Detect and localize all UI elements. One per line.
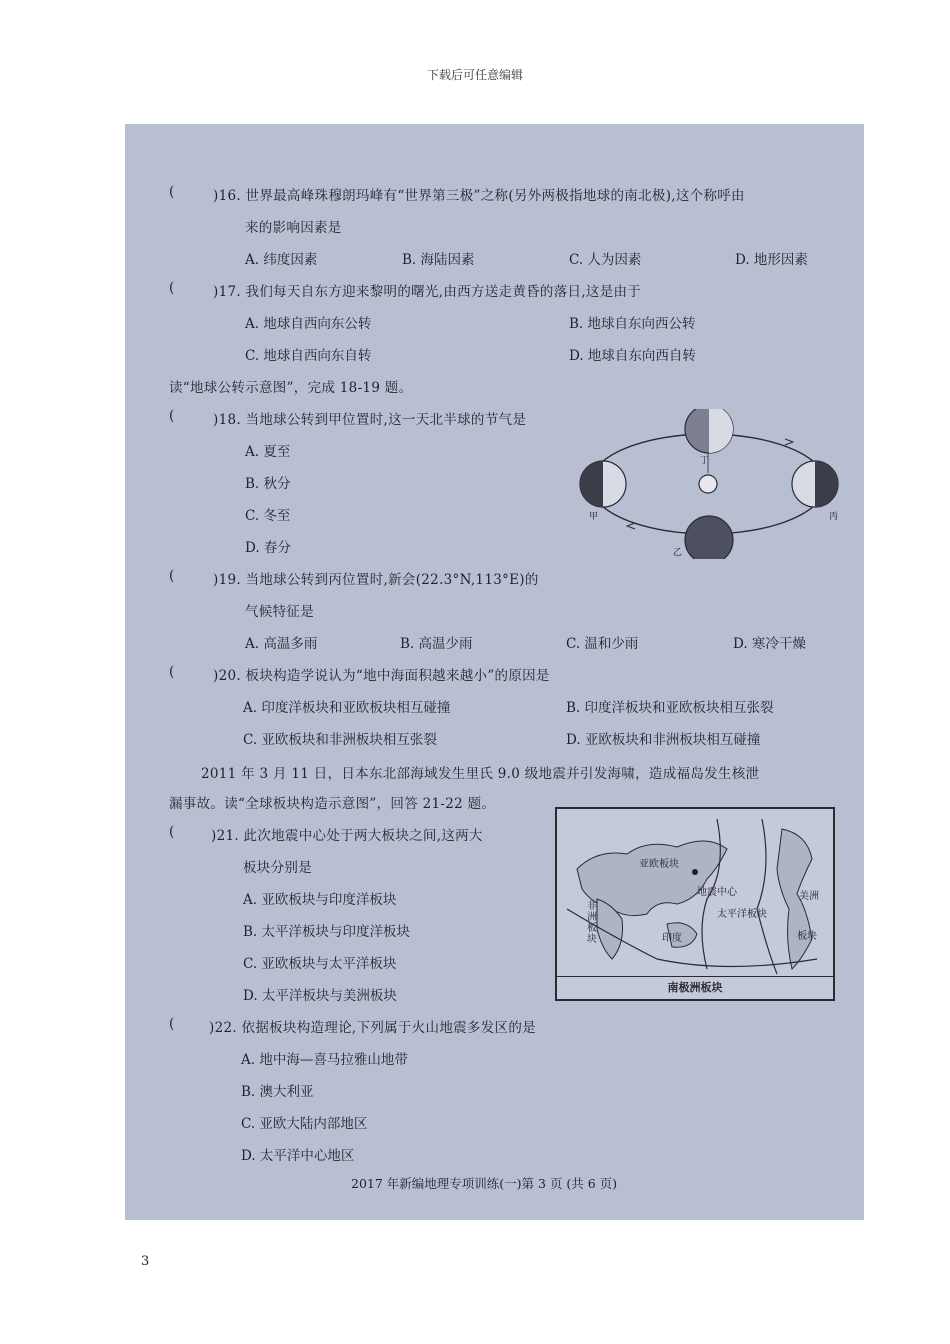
map-label-pacific-plate: 太平洋板块: [717, 909, 767, 920]
q22-option-c: C. 亚欧大陆内部地区: [241, 1116, 368, 1132]
q17-option-c: C. 地球自西向东自转: [245, 348, 372, 364]
earth-left-dark-side: [580, 461, 603, 507]
q20-stem: )20. 板块构造学说认为“地中海面积越来越小”的原因是: [213, 668, 550, 684]
earth-bottom-icon: [685, 516, 733, 559]
answer-paren: (: [169, 824, 175, 840]
q21-stem-cont: 板块分别是: [243, 860, 312, 876]
answer-paren: (: [169, 664, 175, 680]
map-label-antarctic-plate: 南极洲板块: [557, 976, 833, 999]
q20-option-a: A. 印度洋板块和亚欧板块相互碰撞: [243, 700, 451, 716]
map-label-indian: 印度: [662, 933, 682, 944]
map-label-epicenter: 地震中心: [697, 887, 737, 898]
q19-option-a: A. 高温多雨: [245, 636, 318, 652]
orbit-label-ding: 丁: [700, 456, 710, 466]
q17-stem: )17. 我们每天自东方迎来黎明的曙光,由西方送走黄昏的落日,这是由于: [213, 284, 642, 300]
q21-option-c: C. 亚欧板块与太平洋板块: [243, 956, 397, 972]
q20-option-c: C. 亚欧板块和非洲板块相互张裂: [243, 732, 437, 748]
answer-paren: (: [169, 280, 175, 296]
q19-option-b: B. 高温少雨: [400, 636, 473, 652]
intro-21-22-line1: 2011 年 3 月 11 日，日本东北部海域发生里氏 9.0 级地震并引发海啸，造成福岛发生核泄: [201, 766, 760, 782]
q18-option-d: D. 春分: [245, 540, 291, 556]
q19-option-d: D. 寒冷干燥: [733, 636, 806, 652]
orbit-label-jia: 甲: [589, 512, 599, 522]
scan-footer: 2017 年新编地理专项训练(一)第 3 页 (共 6 页): [351, 1176, 618, 1191]
earthquake-center-marker: [692, 869, 698, 875]
map-label-african-plate: 非洲板块: [587, 901, 597, 945]
plate-tectonics-map: [555, 807, 835, 1001]
q19-stem-cont: 气候特征是: [245, 604, 314, 620]
q16-option-c: C. 人为因素: [569, 252, 642, 268]
q22-option-a: A. 地中海—喜马拉雅山地带: [241, 1052, 408, 1068]
q22-stem: )22. 依据板块构造理论,下列属于火山地震多发区的是: [209, 1020, 536, 1036]
q17-option-d: D. 地球自东向西自转: [569, 348, 696, 364]
q16-stem-cont: 来的影响因素是: [245, 220, 342, 236]
world-map-sketch: [557, 809, 833, 977]
q20-option-b: B. 印度洋板块和亚欧板块相互张裂: [566, 700, 774, 716]
map-label-eurasian-plate: 亚欧板块: [639, 859, 679, 870]
orbit-arrow-icon: [627, 523, 635, 529]
q21-option-a: A. 亚欧板块与印度洋板块: [243, 892, 397, 908]
q16-stem: )16. 世界最高峰珠穆朗玛峰有“世界第三极”之称(另外两极指地球的南北极),这个称呼由: [213, 188, 745, 204]
map-label-americas: 美洲: [799, 891, 819, 902]
answer-paren: (: [169, 568, 175, 584]
q17-option-a: A. 地球自西向东公转: [245, 316, 372, 332]
header-note: 下载后可任意编辑: [426, 68, 523, 82]
scanned-exam-page: [125, 124, 864, 1220]
q21-stem: )21. 此次地震中心处于两大板块之间,这两大: [211, 828, 483, 844]
q18-option-b: B. 秋分: [245, 476, 291, 492]
q19-stem: )19. 当地球公转到丙位置时,新会(22.3°N,113°E)的: [213, 572, 539, 588]
earth-orbit-diagram: [575, 409, 845, 559]
q16-option-a: A. 纬度因素: [245, 252, 318, 268]
q18-stem: )18. 当地球公转到甲位置时,这一天北半球的节气是: [213, 412, 527, 428]
orbit-arrow-icon: [785, 439, 793, 445]
q16-option-d: D. 地形因素: [735, 252, 808, 268]
intro-18-19: 读“地球公转示意图”，完成 18-19 题。: [169, 380, 413, 396]
intro-21-22-line2: 漏事故。读“全球板块构造示意图”，回答 21-22 题。: [169, 796, 496, 812]
sun-icon: [699, 475, 717, 493]
answer-paren: (: [169, 408, 175, 424]
q18-option-a: A. 夏至: [245, 444, 291, 460]
orbit-label-bing: 丙: [829, 512, 839, 522]
earth-right-dark-side: [815, 461, 838, 507]
q17-option-b: B. 地球自东向西公转: [569, 316, 696, 332]
q21-option-d: D. 太平洋板块与美洲板块: [243, 988, 397, 1004]
q21-option-b: B. 太平洋板块与印度洋板块: [243, 924, 411, 940]
map-label-plate: 板块: [797, 931, 817, 942]
orbit-label-yi: 乙: [673, 548, 683, 558]
answer-paren: (: [169, 1016, 175, 1032]
plate-boundary-line: [757, 819, 777, 974]
answer-paren: (: [169, 184, 175, 200]
q19-option-c: C. 温和少雨: [566, 636, 639, 652]
q18-option-c: C. 冬至: [245, 508, 291, 524]
page-number: 3: [141, 1254, 150, 1269]
q22-option-d: D. 太平洋中心地区: [241, 1148, 355, 1164]
q16-option-b: B. 海陆因素: [402, 252, 475, 268]
q22-option-b: B. 澳大利亚: [241, 1084, 314, 1100]
q20-option-d: D. 亚欧板块和非洲板块相互碰撞: [566, 732, 761, 748]
